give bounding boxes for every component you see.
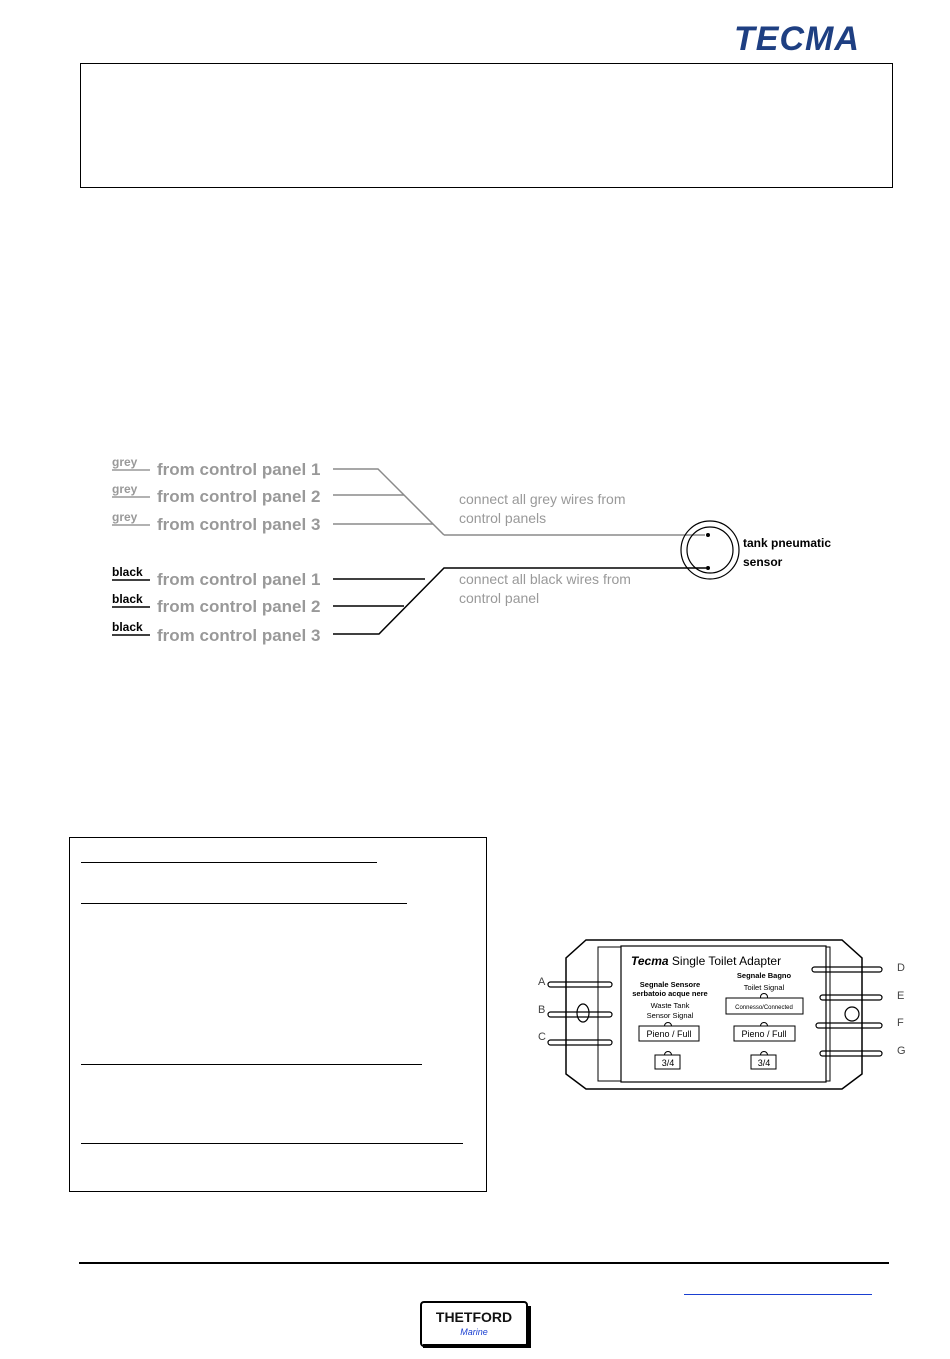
left-sub-2: Sensor Signal xyxy=(646,1011,694,1020)
grey-source-2: from control panel 2 xyxy=(157,487,321,506)
notes-box xyxy=(69,837,487,1192)
blank-line xyxy=(81,1064,422,1065)
adapter-title: Tecma Single Toilet Adapter xyxy=(631,954,782,968)
grey-note-2: control panels xyxy=(459,510,547,526)
grey-note-1: connect all grey wires from xyxy=(459,491,626,507)
blank-line xyxy=(81,862,377,863)
sensor-label-2: sensor xyxy=(743,555,783,569)
thetford-logo-text: THETFORD xyxy=(435,1309,513,1325)
black-label-3: black xyxy=(112,620,143,634)
right-34-led: 3/4 xyxy=(757,1058,771,1068)
terminal-c: C xyxy=(538,1031,546,1043)
wiring-diagram xyxy=(0,440,950,660)
grey-source-1: from control panel 1 xyxy=(157,460,321,479)
right-connected-led: Connesso/Connected xyxy=(735,1005,793,1011)
left-heading-1: Segnale Sensore xyxy=(639,980,701,989)
terminal-d: D xyxy=(897,962,905,974)
right-heading: Segnale Bagno xyxy=(736,971,792,980)
black-label-2: black xyxy=(112,592,143,606)
black-source-3: from control panel 3 xyxy=(157,626,321,645)
black-source-1: from control panel 1 xyxy=(157,570,321,589)
grey-label-2: grey xyxy=(112,482,138,496)
left-full-led: Pieno / Full xyxy=(646,1029,692,1039)
right-sub: Toilet Signal xyxy=(743,983,785,992)
left-sub-1: Waste Tank xyxy=(650,1001,690,1010)
thetford-marine-logo xyxy=(419,1300,531,1350)
terminal-e: E xyxy=(897,990,905,1002)
terminal-b: B xyxy=(538,1004,546,1016)
left-34-led: 3/4 xyxy=(661,1058,675,1068)
terminal-a: A xyxy=(538,976,546,988)
toilet-adapter-diagram xyxy=(515,930,915,1100)
tecma-logo xyxy=(734,20,896,54)
tank-sensor-icon xyxy=(681,521,739,579)
terminal-g: G xyxy=(897,1045,906,1057)
left-heading-2: serbatoio acque nere xyxy=(632,989,708,998)
footer-rule xyxy=(79,1262,889,1264)
header-box xyxy=(80,63,893,188)
right-full-led: Pieno / Full xyxy=(741,1029,787,1039)
footer-link-underline[interactable] xyxy=(684,1294,872,1295)
terminal-f: F xyxy=(897,1017,904,1029)
grey-label-3: grey xyxy=(112,510,138,524)
grey-source-3: from control panel 3 xyxy=(157,515,321,534)
thetford-marine-text: Marine xyxy=(460,1327,488,1337)
sensor-label-1: tank pneumatic xyxy=(743,536,832,550)
black-note-2: control panel xyxy=(459,590,540,606)
blank-line xyxy=(81,903,407,904)
tecma-logo-text: TECMA xyxy=(734,20,860,54)
blank-line xyxy=(81,1143,463,1144)
black-source-2: from control panel 2 xyxy=(157,597,321,616)
black-label-1: black xyxy=(112,565,143,579)
grey-label-1: grey xyxy=(112,455,138,469)
black-note-1: connect all black wires from xyxy=(459,571,631,587)
